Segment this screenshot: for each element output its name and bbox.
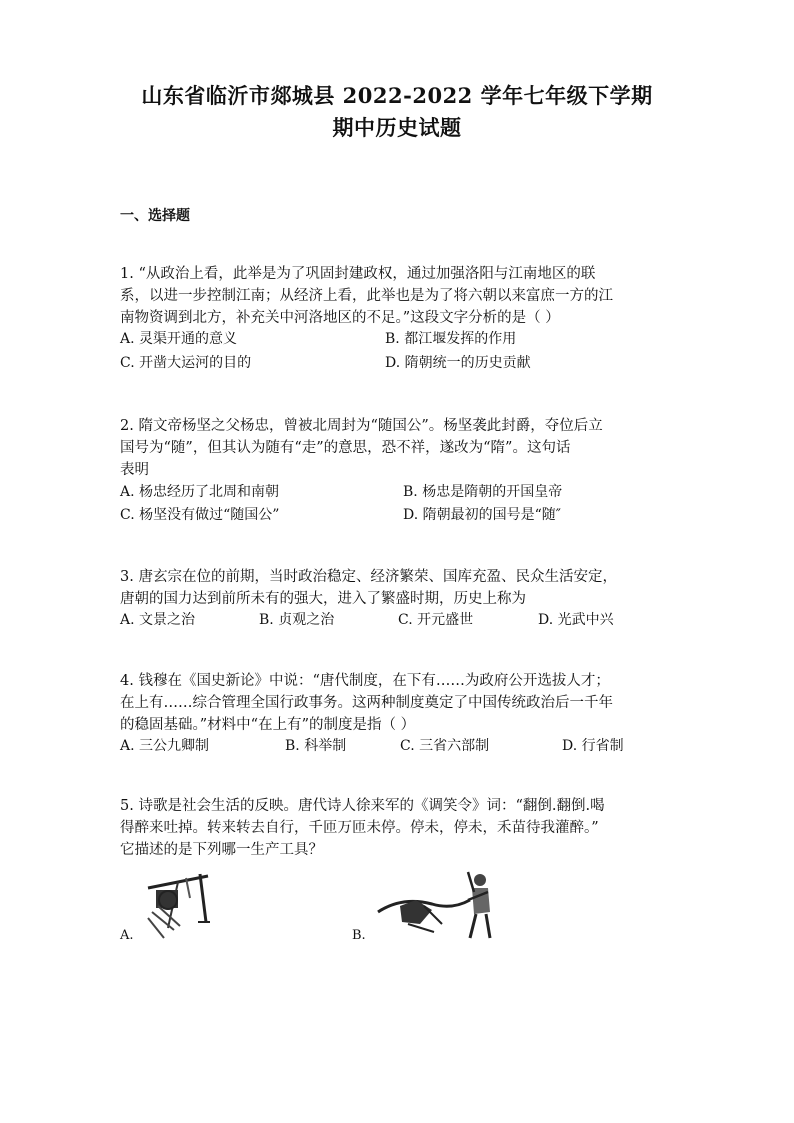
question-text-line: 国号为“随”，但其认为随有“走”的意思，恐不祥，遂改为“隋”。这句话 <box>120 440 571 456</box>
option-a-label: A. <box>120 928 134 943</box>
question-text-line: 4. 钱穆在《国史新论》中说：“唐代制度，在下有……为政府公开选拔人才； <box>120 673 610 689</box>
question-text-line: 在上有……综合管理全国行政事务。这两种制度奠定了中国传统政治后一千年 <box>120 695 613 711</box>
option-c: C. 杨坚没有做过“随国公” <box>120 507 280 523</box>
option-c: C. 三省六部制 <box>400 738 490 754</box>
option-b-label: B. <box>352 928 366 943</box>
option-b: B. 科举制 <box>285 738 347 754</box>
option-b: B. 杨忠是隋朝的开国皇帝 <box>403 484 563 500</box>
option-d: D. 隋朝统一的历史贡献 <box>385 355 531 371</box>
question-4 <box>120 670 680 736</box>
page-title-line1: 山东省临沂市郯城县 2022-2022 学年七年级下学期 <box>141 83 653 108</box>
question-text-line: 3. 唐玄宗在位的前期，当时政治稳定、经济繁荣、国库充盈、民众生活安定， <box>120 569 617 585</box>
question-3 <box>120 566 680 610</box>
option-d: D. 行省制 <box>562 738 624 754</box>
option-a: A. 杨忠经历了北周和南朝 <box>120 484 280 500</box>
option-d: D. 光武中兴 <box>538 612 614 628</box>
option-a: A. 灵渠开通的意义 <box>120 331 238 347</box>
question-text-line: 的稳固基础。”材料中“在上有”的制度是指（ ） <box>120 717 416 733</box>
section-heading: 一、选择题 <box>120 208 190 224</box>
waterwheel-illustration <box>138 868 218 940</box>
question-1 <box>120 263 680 329</box>
question-text-line: 表明 <box>120 462 149 478</box>
plow-illustration <box>372 866 502 942</box>
question-text-line: 2. 隋文帝杨坚之父杨忠，曾被北周封为“随国公”。杨坚袭此封爵，夺位后立 <box>120 418 603 434</box>
question-text-line: 系，以进一步控制江南；从经济上看，此举也是为了将六朝以来富庶一方的江 <box>120 288 613 304</box>
question-text-line: 唐朝的国力达到前所未有的强大，进入了繁盛时期，历史上称为 <box>120 591 526 607</box>
question-text-line: 得醉来吐掉。转来转去自行，千匝万匝未停。停未，停未，禾苗待我灌醉。” <box>120 820 599 836</box>
option-d: D. 隋朝最初的国号是“随″ <box>403 507 562 523</box>
option-c: C. 开凿大运河的目的 <box>120 355 252 371</box>
option-a: A. 三公九卿制 <box>120 738 210 754</box>
option-a: A. 文景之治 <box>120 612 196 628</box>
question-text-line: 它描述的是下列哪一生产工具？ <box>120 842 323 858</box>
option-c: C. 开元盛世 <box>398 612 474 628</box>
question-5 <box>120 795 680 861</box>
option-b: B. 都江堰发挥的作用 <box>385 331 517 347</box>
question-text-line: 1. “从政治上看，此举是为了巩固封建政权，通过加强洛阳与江南地区的联 <box>120 266 596 282</box>
option-b: B. 贞观之治 <box>259 612 335 628</box>
question-text-line: 5. 诗歌是社会生活的反映。唐代诗人徐来军的《调笑令》词：“翻倒.翻倒.喝 <box>120 798 605 814</box>
question-2 <box>120 415 680 481</box>
page-title-line2: 期中历史试题 <box>332 115 462 140</box>
question-text-line: 南物资调到北方，补充关中河洛地区的不足。”这段文字分析的是（ ） <box>120 310 560 326</box>
